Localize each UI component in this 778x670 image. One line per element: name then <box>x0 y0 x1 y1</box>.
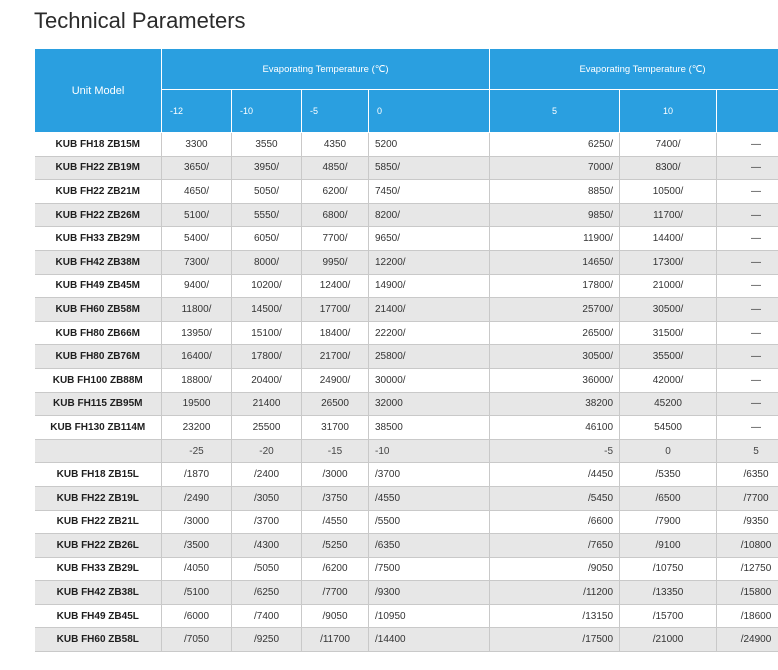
value-cell: /7700 <box>302 581 369 605</box>
unit-model-cell: KUB FH22 ZB19M <box>35 156 162 180</box>
value-cell: 5100/ <box>162 203 232 227</box>
value-cell: 7400/ <box>620 133 717 157</box>
value-cell: 11700/ <box>620 203 717 227</box>
value-cell: — <box>717 392 778 416</box>
value-cell: 7450/ <box>369 180 490 204</box>
value-cell: /9250 <box>232 628 302 652</box>
temp-header-cell: 10 <box>620 90 717 133</box>
value-cell: — <box>717 156 778 180</box>
value-cell: -25 <box>162 439 232 463</box>
value-cell: /5350 <box>620 463 717 487</box>
value-cell: /5050 <box>232 557 302 581</box>
table-row <box>35 416 778 440</box>
unit-model-cell <box>35 439 162 463</box>
value-cell: 5400/ <box>162 227 232 251</box>
value-cell: 11900/ <box>490 227 620 251</box>
value-cell: 26500/ <box>490 321 620 345</box>
value-cell: 24900/ <box>302 368 369 392</box>
temp-header-cell: 0 <box>369 90 490 133</box>
value-cell: 31700 <box>302 416 369 440</box>
value-cell: /7400 <box>232 604 302 628</box>
value-cell: 31500/ <box>620 321 717 345</box>
value-cell: 5200 <box>369 133 490 157</box>
value-cell: 6200/ <box>302 180 369 204</box>
value-cell: 21400 <box>232 392 302 416</box>
value-cell: — <box>717 250 778 274</box>
value-cell: 3300 <box>162 133 232 157</box>
value-cell: 30500/ <box>490 345 620 369</box>
unit-model-cell: KUB FH33 ZB29L <box>35 557 162 581</box>
value-cell: 3950/ <box>232 156 302 180</box>
value-cell: /7050 <box>162 628 232 652</box>
value-cell: /4300 <box>232 534 302 558</box>
value-cell: /10800 <box>717 534 778 558</box>
value-cell: /18600 <box>717 604 778 628</box>
value-cell: 15100/ <box>232 321 302 345</box>
value-cell: /6200 <box>302 557 369 581</box>
value-cell: 12200/ <box>369 250 490 274</box>
unit-model-cell: KUB FH130 ZB114M <box>35 416 162 440</box>
value-cell: /13350 <box>620 581 717 605</box>
table-body <box>35 133 778 652</box>
temp-header-cell: -5 <box>302 90 369 133</box>
value-cell: /3750 <box>302 486 369 510</box>
value-cell: /9050 <box>302 604 369 628</box>
value-cell: /7500 <box>369 557 490 581</box>
value-cell: 54500 <box>620 416 717 440</box>
table-row <box>35 604 778 628</box>
table-row <box>35 250 778 274</box>
value-cell: 17800/ <box>232 345 302 369</box>
value-cell: 14900/ <box>369 274 490 298</box>
value-cell: 16400/ <box>162 345 232 369</box>
value-cell: /4550 <box>369 486 490 510</box>
value-cell: /5450 <box>490 486 620 510</box>
value-cell: 9850/ <box>490 203 620 227</box>
value-cell: /11700 <box>302 628 369 652</box>
value-cell: /24900 <box>717 628 778 652</box>
value-cell: 46100 <box>490 416 620 440</box>
unit-model-cell: KUB FH115 ZB95M <box>35 392 162 416</box>
value-cell: /6250 <box>232 581 302 605</box>
value-cell: /5500 <box>369 510 490 534</box>
value-cell: 7000/ <box>490 156 620 180</box>
table-row <box>35 628 778 652</box>
value-cell: 5850/ <box>369 156 490 180</box>
value-cell: 11800/ <box>162 298 232 322</box>
value-cell: 20400/ <box>232 368 302 392</box>
value-cell: 5 <box>717 439 778 463</box>
value-cell: /4550 <box>302 510 369 534</box>
value-cell: — <box>717 321 778 345</box>
value-cell: — <box>717 203 778 227</box>
value-cell: 6800/ <box>302 203 369 227</box>
table-row <box>35 557 778 581</box>
value-cell: 30500/ <box>620 298 717 322</box>
value-cell: /4050 <box>162 557 232 581</box>
value-cell: 14500/ <box>232 298 302 322</box>
table-row <box>35 227 778 251</box>
value-cell: — <box>717 274 778 298</box>
unit-model-cell: KUB FH42 ZB38L <box>35 581 162 605</box>
evaporating-temp-group-left: Evaporating Temperature (℃) <box>162 49 490 90</box>
value-cell: /7650 <box>490 534 620 558</box>
value-cell: 12400/ <box>302 274 369 298</box>
value-cell: 4850/ <box>302 156 369 180</box>
value-cell: — <box>717 345 778 369</box>
value-cell: /5250 <box>302 534 369 558</box>
temp-header-cell <box>717 90 778 133</box>
value-cell: /17500 <box>490 628 620 652</box>
table-row <box>35 368 778 392</box>
value-cell: 42000/ <box>620 368 717 392</box>
parameters-table <box>34 48 778 652</box>
value-cell: 21700/ <box>302 345 369 369</box>
value-cell: 25700/ <box>490 298 620 322</box>
evaporating-temp-group-right: Evaporating Temperature (℃) <box>490 49 778 90</box>
value-cell: -20 <box>232 439 302 463</box>
value-cell: 21400/ <box>369 298 490 322</box>
value-cell: 25500 <box>232 416 302 440</box>
value-cell: 9400/ <box>162 274 232 298</box>
value-cell: -10 <box>369 439 490 463</box>
table-row <box>35 510 778 534</box>
value-cell: /4450 <box>490 463 620 487</box>
value-cell: 10500/ <box>620 180 717 204</box>
unit-model-cell: KUB FH18 ZB15M <box>35 133 162 157</box>
table-row <box>35 298 778 322</box>
parameters-table-container <box>34 48 778 670</box>
value-cell: 17300/ <box>620 250 717 274</box>
value-cell: 38500 <box>369 416 490 440</box>
table-row <box>35 203 778 227</box>
value-cell: /21000 <box>620 628 717 652</box>
unit-model-cell: KUB FH80 ZB76M <box>35 345 162 369</box>
value-cell: /9050 <box>490 557 620 581</box>
value-cell: 6250/ <box>490 133 620 157</box>
value-cell: /6350 <box>369 534 490 558</box>
table-row <box>35 439 778 463</box>
value-cell: /3000 <box>302 463 369 487</box>
value-cell: 10200/ <box>232 274 302 298</box>
value-cell: /7700 <box>717 486 778 510</box>
table-row <box>35 180 778 204</box>
value-cell: 32000 <box>369 392 490 416</box>
value-cell: /3700 <box>369 463 490 487</box>
value-cell: 4350 <box>302 133 369 157</box>
value-cell: 5050/ <box>232 180 302 204</box>
value-cell: /2490 <box>162 486 232 510</box>
value-cell: 7300/ <box>162 250 232 274</box>
value-cell: — <box>717 416 778 440</box>
value-cell: 8000/ <box>232 250 302 274</box>
value-cell: /13150 <box>490 604 620 628</box>
value-cell: — <box>717 133 778 157</box>
unit-model-cell: KUB FH22 ZB26L <box>35 534 162 558</box>
table-row <box>35 274 778 298</box>
table-row <box>35 345 778 369</box>
unit-model-cell: KUB FH22 ZB19L <box>35 486 162 510</box>
value-cell: /5100 <box>162 581 232 605</box>
unit-model-cell: KUB FH100 ZB88M <box>35 368 162 392</box>
value-cell: -5 <box>490 439 620 463</box>
value-cell: 26500 <box>302 392 369 416</box>
unit-model-cell: KUB FH22 ZB21M <box>35 180 162 204</box>
value-cell: 14650/ <box>490 250 620 274</box>
table-row <box>35 321 778 345</box>
value-cell: /15800 <box>717 581 778 605</box>
value-cell: /10950 <box>369 604 490 628</box>
value-cell: 21000/ <box>620 274 717 298</box>
value-cell: 19500 <box>162 392 232 416</box>
value-cell: 18800/ <box>162 368 232 392</box>
value-cell: 25800/ <box>369 345 490 369</box>
value-cell: /3050 <box>232 486 302 510</box>
value-cell: 30000/ <box>369 368 490 392</box>
unit-model-cell: KUB FH22 ZB26M <box>35 203 162 227</box>
value-cell: 5550/ <box>232 203 302 227</box>
value-cell: 35500/ <box>620 345 717 369</box>
value-cell: /1870 <box>162 463 232 487</box>
unit-model-cell: KUB FH33 ZB29M <box>35 227 162 251</box>
unit-model-cell: KUB FH42 ZB38M <box>35 250 162 274</box>
value-cell: /3500 <box>162 534 232 558</box>
value-cell: /9350 <box>717 510 778 534</box>
temp-header-cell: 5 <box>490 90 620 133</box>
value-cell: 9950/ <box>302 250 369 274</box>
table-row <box>35 392 778 416</box>
table-row <box>35 463 778 487</box>
value-cell: 8850/ <box>490 180 620 204</box>
value-cell: /2400 <box>232 463 302 487</box>
value-cell: /10750 <box>620 557 717 581</box>
value-cell: /11200 <box>490 581 620 605</box>
value-cell: /3000 <box>162 510 232 534</box>
temp-header-cell: -10 <box>232 90 302 133</box>
value-cell: 45200 <box>620 392 717 416</box>
value-cell: /9300 <box>369 581 490 605</box>
value-cell: 17700/ <box>302 298 369 322</box>
value-cell: 7700/ <box>302 227 369 251</box>
unit-model-cell: KUB FH18 ZB15L <box>35 463 162 487</box>
value-cell: /6350 <box>717 463 778 487</box>
value-cell: 8300/ <box>620 156 717 180</box>
value-cell: 13950/ <box>162 321 232 345</box>
value-cell: 6050/ <box>232 227 302 251</box>
value-cell: 38200 <box>490 392 620 416</box>
value-cell: 23200 <box>162 416 232 440</box>
value-cell: 18400/ <box>302 321 369 345</box>
unit-model-cell: KUB FH49 ZB45L <box>35 604 162 628</box>
value-cell: /6600 <box>490 510 620 534</box>
value-cell: 17800/ <box>490 274 620 298</box>
unit-model-cell: KUB FH80 ZB66M <box>35 321 162 345</box>
page-title: Technical Parameters <box>34 8 246 33</box>
value-cell: 22200/ <box>369 321 490 345</box>
value-cell: 3650/ <box>162 156 232 180</box>
unit-model-cell: KUB FH60 ZB58L <box>35 628 162 652</box>
unit-model-cell: KUB FH49 ZB45M <box>35 274 162 298</box>
value-cell: — <box>717 368 778 392</box>
value-cell: /6500 <box>620 486 717 510</box>
temp-header-cell: -12 <box>162 90 232 133</box>
value-cell: /9100 <box>620 534 717 558</box>
value-cell: /6000 <box>162 604 232 628</box>
unit-model-header: Unit Model <box>35 49 162 133</box>
unit-model-cell: KUB FH60 ZB58M <box>35 298 162 322</box>
table-row <box>35 581 778 605</box>
value-cell: 4650/ <box>162 180 232 204</box>
table-row <box>35 534 778 558</box>
table-row <box>35 486 778 510</box>
table-header <box>35 49 778 133</box>
unit-model-cell: KUB FH22 ZB21L <box>35 510 162 534</box>
value-cell: /3700 <box>232 510 302 534</box>
value-cell: -15 <box>302 439 369 463</box>
value-cell: 8200/ <box>369 203 490 227</box>
value-cell: — <box>717 298 778 322</box>
value-cell: 0 <box>620 439 717 463</box>
value-cell: /7900 <box>620 510 717 534</box>
value-cell: /12750 <box>717 557 778 581</box>
value-cell: /15700 <box>620 604 717 628</box>
value-cell: /14400 <box>369 628 490 652</box>
value-cell: — <box>717 227 778 251</box>
value-cell: 36000/ <box>490 368 620 392</box>
value-cell: 3550 <box>232 133 302 157</box>
value-cell: 14400/ <box>620 227 717 251</box>
table-row <box>35 133 778 157</box>
table-row <box>35 156 778 180</box>
value-cell: 9650/ <box>369 227 490 251</box>
value-cell: — <box>717 180 778 204</box>
